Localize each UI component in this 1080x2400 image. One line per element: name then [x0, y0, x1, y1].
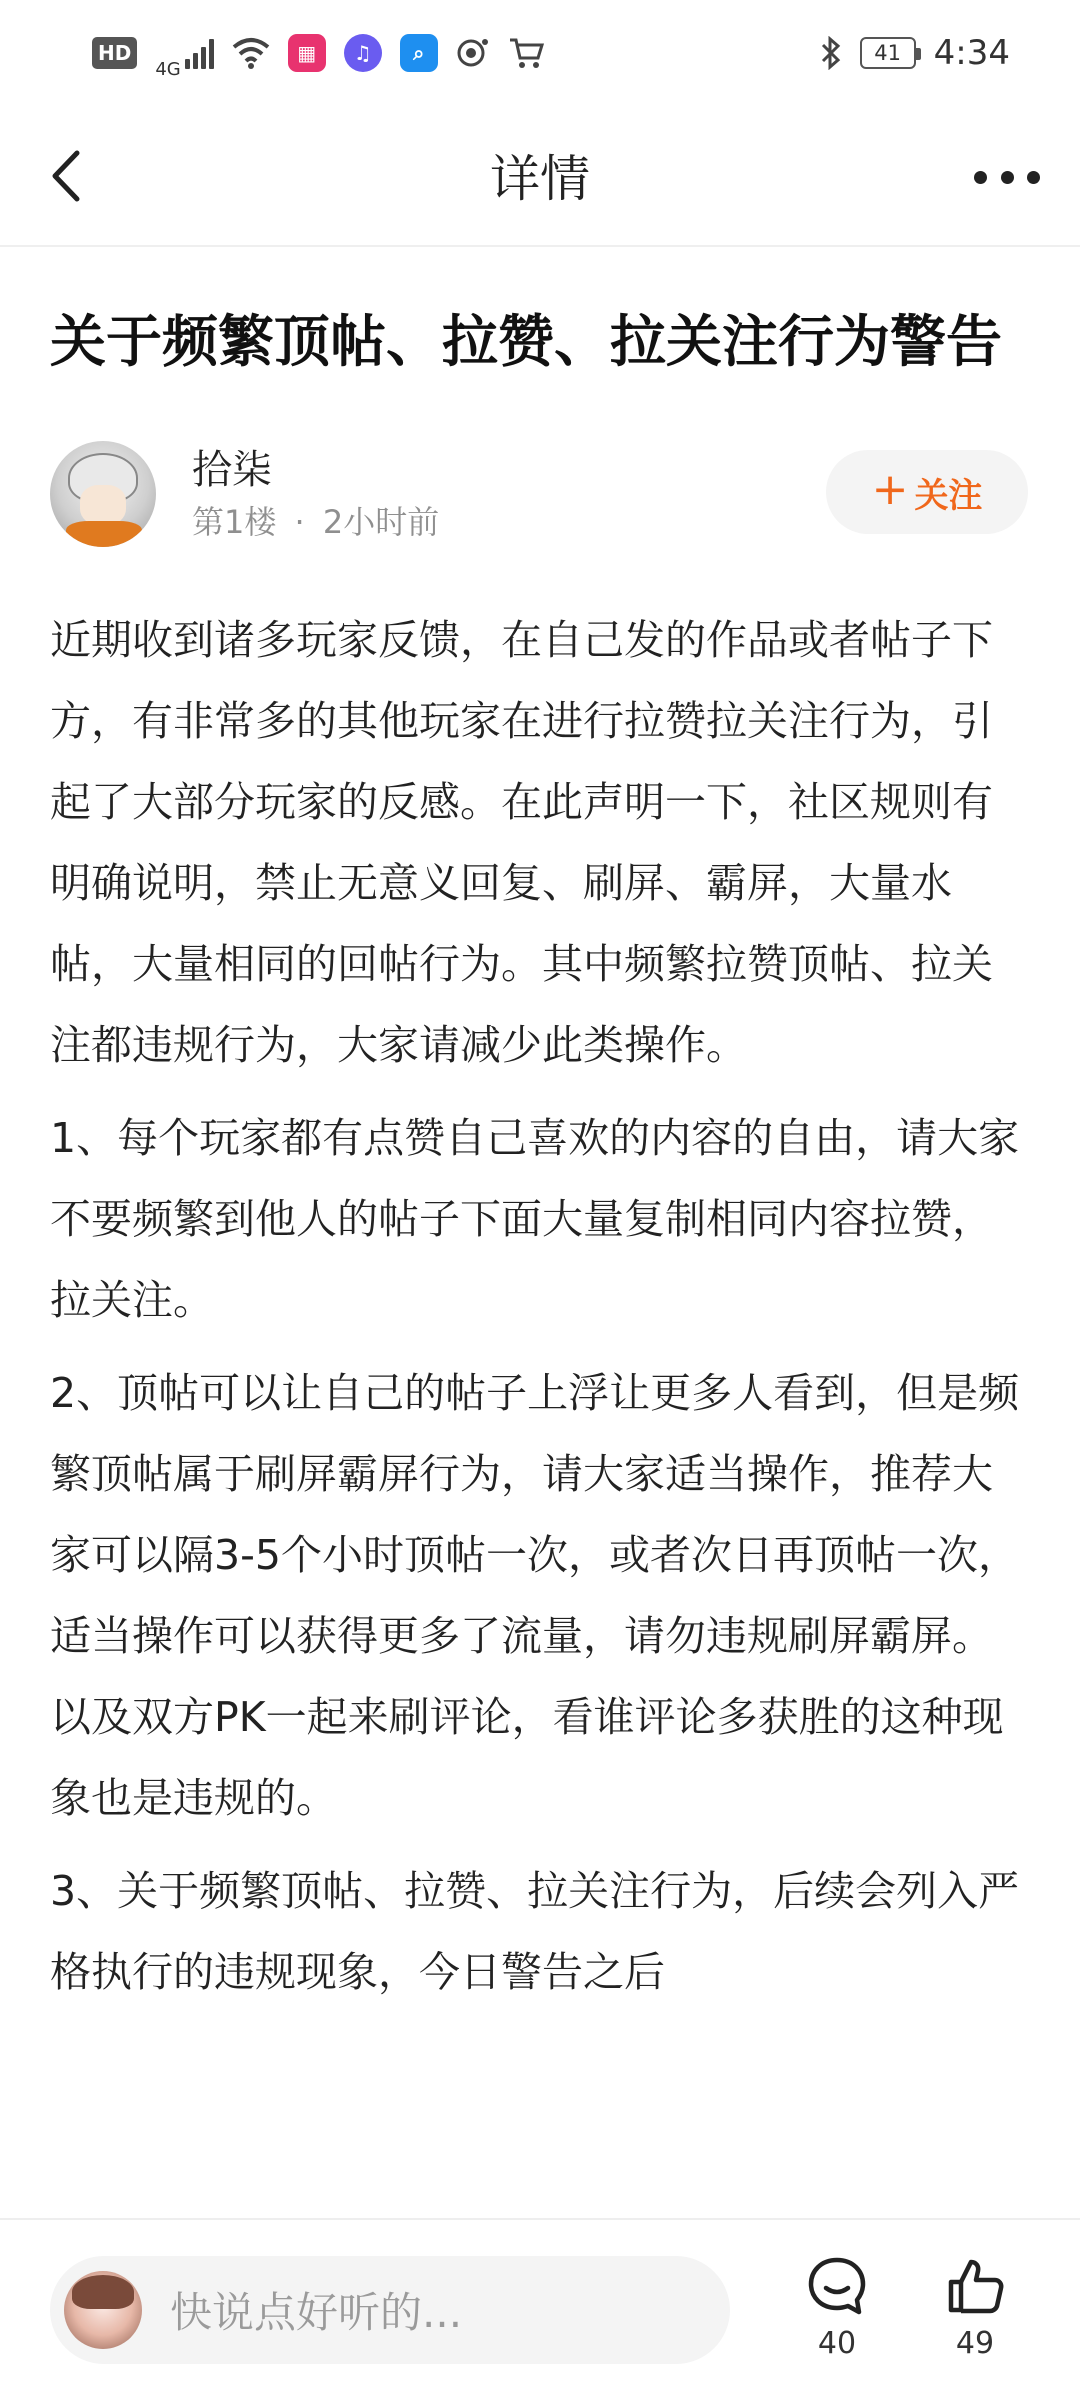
author-row	[50, 428, 1030, 560]
status-bar	[0, 0, 1080, 105]
follow-label: 关注	[914, 475, 983, 516]
like-count: 49	[955, 2326, 995, 2361]
post-meta	[192, 498, 439, 546]
post-paragraph: 1、每个玩家都有点赞自己喜欢的内容的自由，请大家不要频繁到他人的帖子下面大量复制相同内容拉赞，拉关注。	[50, 1114, 1020, 1324]
user-avatar	[64, 2271, 142, 2349]
comment-input[interactable]	[50, 2256, 730, 2364]
comment-button[interactable]	[792, 2254, 882, 2384]
battery-level: 41	[874, 40, 901, 65]
post-content[interactable]	[0, 248, 1080, 2218]
more-dot-icon	[974, 171, 987, 184]
post-paragraph: 3、关于频繁顶帖、拉赞、拉关注行为，后续会列入严格执行的违规现象，今日警告之后	[50, 1867, 1020, 1996]
post-paragraph: 2、顶帖可以让自己的帖子上浮让更多人看到，但是频繁顶帖属于刷屏霸屏行为，请大家适当操作，推荐大家可以隔3-5个小时顶帖一次，或者次日再顶帖一次，适当操作可以获得更多了流量，请勿违规刷屏霸屏。以及双方PK一起来刷评论，看谁评论多获胜的这种现象也是违规的。	[50, 1369, 1020, 1822]
page-title: 详情	[490, 150, 590, 208]
hd-indicator: HD	[92, 37, 137, 69]
search-app-icon: ⌕	[400, 34, 438, 72]
post-time: 2小时前	[322, 503, 440, 541]
comment-icon	[805, 2254, 869, 2318]
game-app-icon: ▦	[288, 34, 326, 72]
bluetooth-icon	[820, 36, 842, 70]
signal-icon	[185, 37, 214, 69]
music-app-icon: ♫	[344, 34, 382, 72]
post-body	[50, 600, 1030, 2013]
like-button[interactable]	[930, 2254, 1020, 2384]
author-name[interactable]: 拾柒	[192, 447, 272, 493]
status-time: 4:34	[933, 32, 1010, 73]
author-avatar[interactable]	[50, 441, 156, 547]
comment-placeholder: 快说点好听的...	[170, 2288, 463, 2337]
floor-label: 第1楼	[192, 503, 277, 541]
thumbs-up-icon	[943, 2254, 1007, 2318]
back-button[interactable]	[38, 149, 92, 203]
post-paragraph: 近期收到诸多玩家反馈，在自己发的作品或者帖子下方，有非常多的其他玩家在进行拉赞拉关注行为，引起了大部分玩家的反感。在此声明一下，社区规则有明确说明，禁止无意义回复、刷屏、霸屏，大量水帖，大量相同的回帖行为。其中频繁拉赞顶帖、拉关注都违规行为，大家请减少此类操作。	[50, 616, 993, 1069]
meta-separator: ·	[294, 503, 305, 541]
camera-notification-icon	[456, 36, 490, 70]
comment-count: 40	[817, 2326, 857, 2361]
follow-button[interactable]	[826, 450, 1028, 534]
plus-icon: +	[871, 464, 909, 515]
status-bar-right	[820, 33, 1010, 73]
author-meta	[192, 442, 439, 546]
bottom-action-bar	[0, 2218, 1080, 2400]
battery-icon	[860, 37, 916, 69]
nav-bar	[0, 105, 1080, 247]
more-dot-icon	[1027, 171, 1040, 184]
post-title: 关于频繁顶帖、拉赞、拉关注行为警告	[50, 310, 1002, 375]
more-dot-icon	[1001, 171, 1014, 184]
network-type: 4G	[155, 58, 181, 80]
status-bar-left	[92, 27, 544, 79]
wifi-icon	[232, 37, 270, 69]
more-options-button[interactable]	[974, 157, 1040, 197]
chevron-left-icon	[49, 149, 81, 203]
cart-icon	[508, 36, 544, 70]
